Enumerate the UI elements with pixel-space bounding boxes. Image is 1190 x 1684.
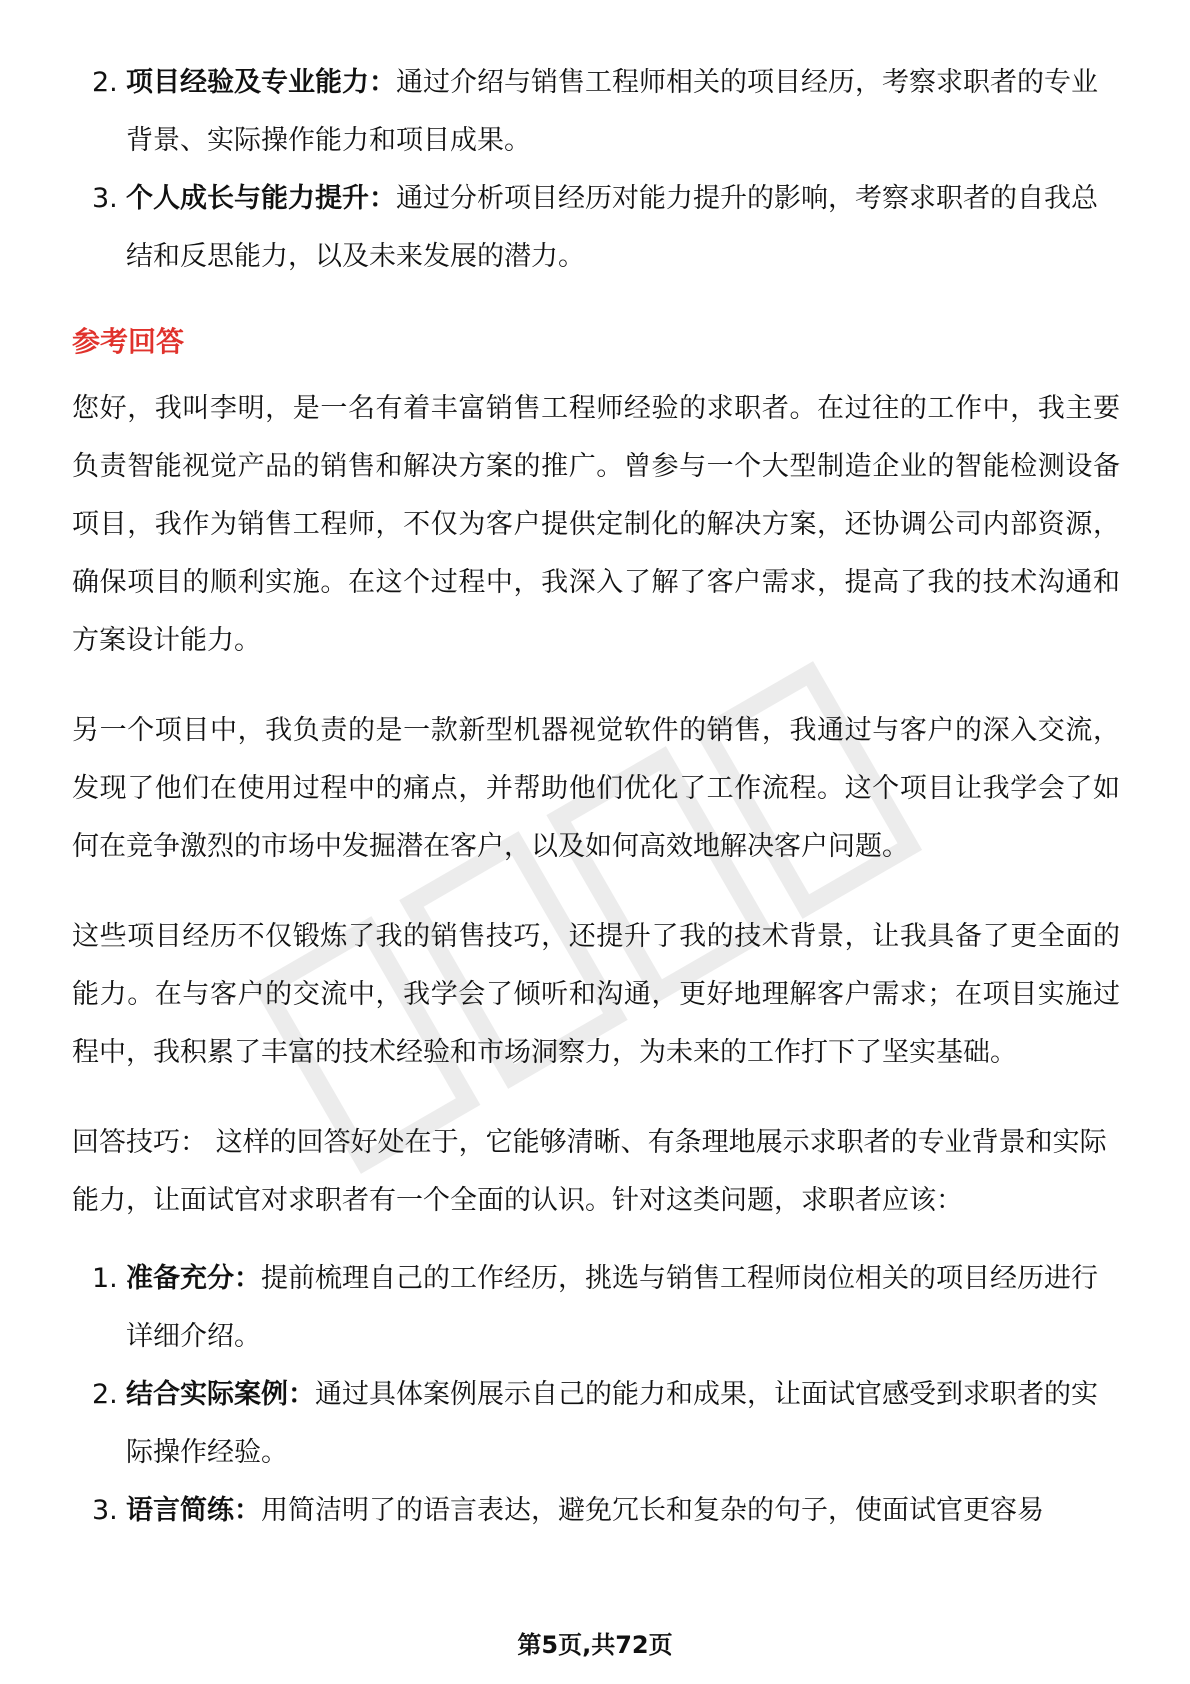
list-item-text: 通过介绍与销售工程师相关的项目经历，考察求职者的专业背景、实际操作能力和项目成果。 xyxy=(126,67,1098,156)
list-item-lead: 项目经验及专业能力： xyxy=(126,67,396,98)
list-item xyxy=(72,54,1120,170)
list-item xyxy=(72,1366,1120,1482)
page-content xyxy=(72,54,1120,1540)
top-numbered-list xyxy=(72,54,1120,286)
section-heading: 参考回答 xyxy=(72,325,185,358)
tips-label: 回答技巧： xyxy=(72,1127,207,1158)
tips-numbered-list xyxy=(72,1250,1120,1540)
list-item xyxy=(72,1482,1120,1540)
list-item-lead: 语言简练： xyxy=(126,1495,261,1526)
list-item-lead: 结合实际案例： xyxy=(126,1379,315,1410)
answer-paragraph: 您好，我叫李明，是一名有着丰富销售工程师经验的求职者。在过往的工作中，我主要负责智能视觉产品的销售和解决方案的推广。曾参与一个大型制造企业的智能检测设备项目，我作为销售工程师，不仅为客户提供定制化的解决方案，还协调公司内部资源，确保项目的顺利实施。在这个过程中，我深入了解了客户需求，提高了我的技术沟通和方案设计能力。 xyxy=(72,393,1120,656)
list-item-number: 3. xyxy=(92,1495,118,1526)
list-item-lead: 个人成长与能力提升： xyxy=(126,183,396,214)
tips-paragraph xyxy=(72,1114,1120,1230)
list-item xyxy=(72,1250,1120,1366)
tips-text: 这样的回答好处在于，它能够清晰、有条理地展示求职者的专业背景和实际能力，让面试官对求职者有一个全面的认识。针对这类问题，求职者应该： xyxy=(72,1127,1107,1216)
list-item-number: 2. xyxy=(92,1379,118,1410)
list-item-text: 提前梳理自己的工作经历，挑选与销售工程师岗位相关的项目经历进行详细介绍。 xyxy=(126,1263,1098,1352)
list-item xyxy=(72,170,1120,286)
page-number-footer: 第5页,共72页 xyxy=(517,1631,673,1659)
list-item-lead: 准备充分： xyxy=(126,1263,261,1294)
list-item-number: 1. xyxy=(92,1263,118,1294)
list-item-text: 用简洁明了的语言表达，避免冗长和复杂的句子，使面试官更容易 xyxy=(261,1495,1044,1526)
answer-paragraph: 另一个项目中，我负责的是一款新型机器视觉软件的销售，我通过与客户的深入交流，发现了他们在使用过程中的痛点，并帮助他们优化了工作流程。这个项目让我学会了如何在竞争激烈的市场中发掘潜在客户，以及如何高效地解决客户问题。 xyxy=(72,715,1120,862)
list-item-text: 通过分析项目经历对能力提升的影响，考察求职者的自我总结和反思能力，以及未来发展的潜力。 xyxy=(126,183,1098,272)
list-item-number: 2. xyxy=(92,67,118,98)
list-item-text: 通过具体案例展示自己的能力和成果，让面试官感受到求职者的实际操作经验。 xyxy=(126,1379,1098,1468)
answer-paragraph: 这些项目经历不仅锻炼了我的销售技巧，还提升了我的技术背景，让我具备了更全面的能力。在与客户的交流中，我学会了倾听和沟通，更好地理解客户需求；在项目实施过程中，我积累了丰富的技术经验和市场洞察力，为未来的工作打下了坚实基础。 xyxy=(72,921,1120,1068)
list-item-number: 3. xyxy=(92,183,118,214)
